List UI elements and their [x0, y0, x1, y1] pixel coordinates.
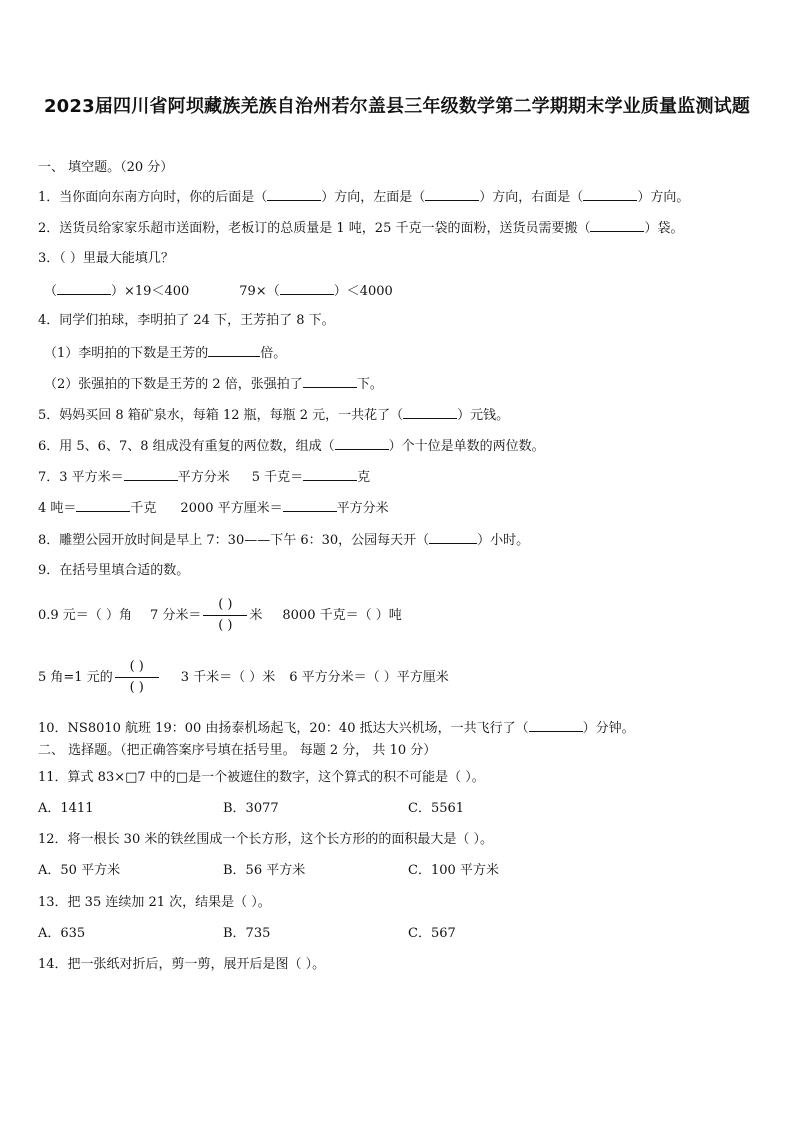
answer-blank[interactable]	[76, 497, 130, 512]
answer-blank[interactable]	[124, 466, 178, 481]
fraction-bar	[115, 677, 159, 678]
section-choice-heading: 二、 选择题。（把正确答案序号填在括号里。 每题 2 分， 共 10 分）	[38, 743, 437, 758]
answer-blank[interactable]	[280, 280, 334, 295]
question-11: 11．算式 83×□7 中的□是一个被遮住的数字，这个算式的积不可能是（ ）。	[38, 770, 485, 785]
answer-blank[interactable]	[590, 217, 644, 232]
question-9-row-2: 5 角=1 元的 $\frac{( )}{( )}$ 3 千米＝（ ）米 6 平方分米＝（ ）平方厘米	[38, 659, 449, 695]
question-4-part-2: （2）张强拍的下数是王芳的 2 倍，张强拍了 下。	[44, 373, 383, 395]
question-9-row-1: 0.9 元＝（ ）角 7 分米＝ $\frac{( )}{( )}$ 米 8000 千克＝（ ）吨	[38, 597, 402, 633]
option-c[interactable]: C．567	[408, 926, 456, 941]
answer-blank[interactable]	[403, 404, 457, 419]
answer-blank[interactable]	[303, 466, 357, 481]
question-10: 10．NS8010 航班 19：00 由扬泰机场起飞，20：40 抵达大兴机场，一共飞行了（ ）分钟。	[38, 717, 635, 739]
answer-blank[interactable]	[529, 717, 583, 732]
question-3-inequalities: （ ）×19＜400 79×（ ）＜4000	[44, 280, 393, 302]
question-5: 5．妈妈买回 8 箱矿泉水，每箱 12 瓶，每瓶 2 元，一共花了（ ）元钱。	[38, 404, 509, 426]
question-2: 2．送货员给家家乐超市送面粉，老板订的总质量是 1 吨，25 千克一袋的面粉，送货员需要搬（ ）袋。	[38, 217, 684, 239]
question-4: 4．同学们拍球，李明拍了 24 下，王芳拍了 8 下。	[38, 313, 335, 328]
question-8: 8．雕塑公园开放时间是早上 7：30——下午 6：30，公园每天开（ ）小时。	[38, 529, 529, 551]
option-a[interactable]: A．1411	[38, 801, 94, 816]
question-13: 13．把 35 连续加 21 次，结果是（ ）。	[38, 895, 271, 910]
section-fill-in-heading: 一、 填空题。（20 分）	[38, 160, 174, 175]
answer-blank[interactable]	[425, 186, 479, 201]
fraction-blank[interactable]: $\frac{( )}{( )}$	[115, 658, 159, 697]
answer-blank[interactable]	[583, 186, 637, 201]
option-b[interactable]: B．56 平方米	[223, 863, 306, 878]
page-title: 2023届四川省阿坝藏族羌族自治州若尔盖县三年级数学第二学期期末学业质量监测试题	[43, 96, 751, 117]
question-6: 6．用 5、6、7、8 组成没有重复的两位数，组成（ ）个十位是单数的两位数。	[38, 435, 545, 457]
question-14: 14．把一张纸对折后，剪一剪，展开后是图（ ）。	[38, 957, 326, 972]
question-7-row-2: 4 吨＝ 千克 2000 平方厘米＝ 平方分米	[38, 497, 389, 519]
question-12: 12．将一根长 30 米的铁丝围成一个长方形，这个长方形的的面积最大是（ ）。	[38, 832, 493, 847]
answer-blank[interactable]	[57, 280, 111, 295]
option-a[interactable]: A．50 平方米	[38, 863, 121, 878]
question-9: 9．在括号里填合适的数。	[38, 563, 190, 578]
answer-blank[interactable]	[283, 497, 337, 512]
answer-blank[interactable]	[335, 435, 389, 450]
answer-blank[interactable]	[267, 186, 321, 201]
option-b[interactable]: B．735	[223, 926, 271, 941]
question-3: 3．（ ）里最大能填几？	[38, 251, 174, 266]
question-4-part-1: （1）李明拍的下数是王芳的 倍。	[44, 342, 286, 364]
answer-blank[interactable]	[303, 373, 357, 388]
question-1: 1．当你面向东南方向时，你的后面是（ ）方向，左面是（ ）方向，右面是（ ）方向。	[38, 186, 689, 208]
question-7-row-1: 7．3 平方米＝ 平方分米 5 千克＝ 克	[38, 466, 370, 488]
option-a[interactable]: A．635	[38, 926, 86, 941]
answer-blank[interactable]	[429, 529, 477, 544]
fraction-blank[interactable]: $\frac{( )}{( )}$	[203, 596, 247, 635]
fraction-bar	[203, 615, 247, 616]
answer-blank[interactable]	[208, 342, 260, 357]
option-c[interactable]: C．100 平方米	[408, 863, 499, 878]
option-c[interactable]: C．5561	[408, 801, 465, 816]
option-b[interactable]: B．3077	[223, 801, 279, 816]
